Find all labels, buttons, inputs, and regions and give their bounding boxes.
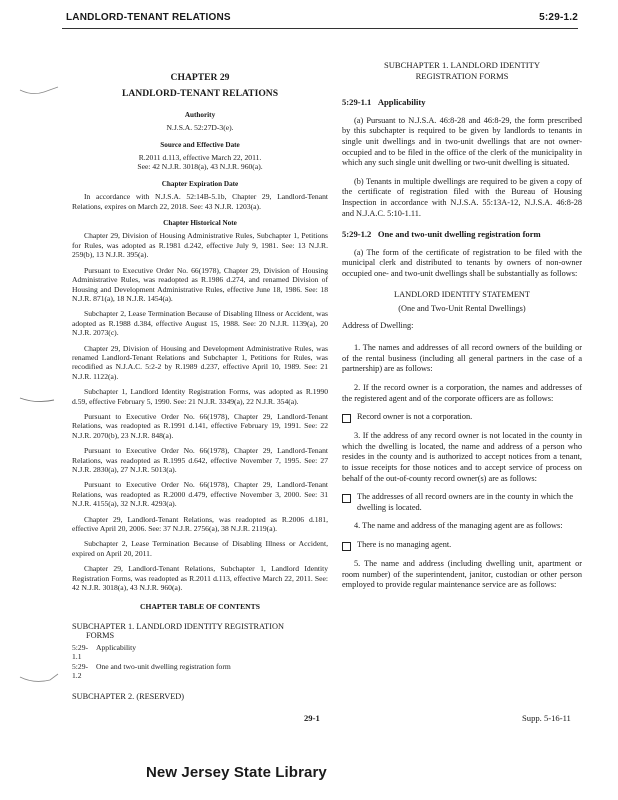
form-item: 1. The names and addresses of all record owners of the building or of the rental business (including all general partners in the case of a partnership) are as follows: — [342, 343, 582, 374]
expiration-heading: Chapter Expiration Date — [161, 179, 239, 188]
supplement-date: Supp. 5-16-11 — [522, 713, 571, 723]
section-heading — [342, 229, 582, 240]
toc-entry-number: 5:29-1.1 — [72, 642, 89, 662]
history-paragraph: Subchapter 2, Lease Termination Because of Disabling Illness or Accident, expired on April 20, 2011. — [72, 539, 328, 558]
source-text: See: 42 N.J.R. 3018(a), 43 N.J.R. 960(a). — [137, 162, 263, 172]
history-paragraph: Chapter 29, Division of Housing Administrative Rules, Subchapter 1, Petitions for Rules, was adopted as R.1981 d.242, effective July 9, 1981. See: 13 N.J.R. 259(b), 13 N.J.R. 395(a). — [72, 231, 328, 260]
toc-subchapter-2: SUBCHAPTER 2. (RESERVED) — [72, 692, 185, 702]
history-paragraph: Subchapter 1, Landlord Identity Registration Forms, was adopted as R.1990 d.59, effective February 5, 1990. See: 21 N.J.R. 3349(a), 22 N.J.R. 354(a). — [72, 387, 328, 406]
toc-entry[interactable] — [72, 643, 328, 662]
checkbox-icon[interactable] — [342, 542, 351, 551]
source-text: R.2011 d.113, effective March 22, 2011. — [138, 153, 262, 163]
address-label: Address of Dwelling: — [342, 320, 414, 330]
chapter-number: CHAPTER 29 — [170, 72, 230, 83]
right-column — [342, 60, 582, 599]
toc-subchapter-1 — [72, 622, 328, 641]
margin-pen-mark — [18, 84, 62, 100]
subchapter-heading-line: REGISTRATION FORMS — [415, 70, 509, 81]
checkbox-row[interactable] — [342, 412, 582, 423]
history-paragraph: Pursuant to Executive Order No. 66(1978), Chapter 29, Landlord-Tenant Relations, was readopted as R.1995 d.642, effective November 7, 1995. See: 27 N.J.R. 2830(a), 27 N.J.R. 5013(a). — [72, 446, 328, 474]
history-paragraph: Pursuant to Executive Order No. 66(1978), Chapter 29, Landlord-Tenant Relations, was readopted as R.2000 d.479, effective November 3, 2000. See: 31 N.J.R. 4155(a), 32 N.J.R. 4293(a). — [72, 480, 328, 509]
toc-subchapter-title: SUBCHAPTER 1. LANDLORD IDENTITY REGISTRATION — [72, 621, 284, 631]
history-paragraph: Subchapter 2, Lease Termination Because of Disabling Illness or Accident, was adopted as R.1988 d.384, effective August 15, 1988. See: 20 N.J.R. 1139(a), 20 N.J.R. 2073(c). — [72, 309, 328, 338]
historical-note-heading: Chapter Historical Note — [163, 219, 237, 228]
toc-entry-title: Applicability — [96, 642, 137, 652]
left-column — [72, 60, 328, 702]
history-paragraph: Chapter 29, Landlord-Tenant Relations, was readopted as R.2006 d.181, effective April 20, 2006. See: 37 N.J.R. 2756(a), 38 N.J.R. 2119(a). — [72, 514, 328, 534]
checkbox-icon[interactable] — [342, 494, 351, 503]
toc-entry-number: 5:29-1.2 — [72, 661, 89, 680]
checkbox-label: There is no managing agent. — [357, 540, 452, 549]
history-paragraph: Chapter 29, Division of Housing and Development Administrative Rules, was renamed Landlord-Tenant Relations and Subchapter 1, Petitions for Rules, was recodified as N.J.A.C. 5:2-2 by R.1989 d.237, effective April 10, 1989. See: 21 N.J.R. 1122(a). — [72, 343, 328, 381]
history-paragraph: Chapter 29, Landlord-Tenant Relations, Subchapter 1, Landlord Identity Registration Forms, was readopted as R.2011 d.113, effective March 22, 2011. See: 42 N.J.R. 3018(a), 43 N.J.R. 960(a). — [72, 564, 328, 593]
expiration-text: In accordance with N.J.S.A. 52:14B-5.1b, Chapter 29, Landlord-Tenant Relations, expires on March 22, 2018. See: 43 N.J.R. 1203(a). — [72, 192, 328, 211]
toc-heading: CHAPTER TABLE OF CONTENTS — [140, 602, 260, 612]
history-paragraph: Pursuant to Executive Order No. 66(1978), Chapter 29, Landlord-Tenant Relations, was readopted as R.1991 d.141, effective February 19, 1991. See: 22 N.J.R. 2070(b), 23 N.J.R. 848(a). — [72, 411, 328, 440]
checkbox-row[interactable] — [342, 540, 582, 551]
section-paragraph: (a) The form of the certificate of registration to be filed with the municipal clerk and distributed to tenants by owners of non-owner occupied one- and two-unit dwellings shall be substantially as follows: — [342, 247, 582, 278]
running-head-title: LANDLORD-TENANT RELATIONS — [66, 12, 231, 23]
margin-pen-mark — [18, 394, 62, 410]
running-head-section: 5:29-1.2 — [539, 12, 578, 23]
section-number: 5:29-1.2 — [342, 229, 372, 240]
section-number: 5:29-1.1 — [342, 97, 372, 108]
section-paragraph: (a) Pursuant to N.J.S.A. 46:8-28 and 46:8-29, the form prescribed by this subchapter is required to be given by landlords to tenants in single unit dwellings and in two-unit dwellings that are not owner-occupied and to be filed in the office of the clerk of the municipality in which any such single unit dwelling or two-unit dwelling is situated. — [342, 115, 582, 168]
section-title: One and two-unit dwelling registration form — [377, 229, 541, 240]
statement-title: LANDLORD IDENTITY STATEMENT — [394, 289, 530, 299]
subchapter-heading-line: SUBCHAPTER 1. LANDLORD IDENTITY — [383, 60, 541, 70]
authority-heading: Authority — [184, 110, 216, 119]
statement-subtitle: (One and Two-Unit Rental Dwellings) — [398, 304, 526, 314]
page-number: 29-1 — [304, 713, 320, 723]
checkbox-row[interactable] — [342, 492, 582, 513]
checkbox-icon[interactable] — [342, 414, 351, 423]
section-title: Applicability — [377, 97, 426, 108]
section-heading — [342, 97, 582, 108]
margin-pen-mark — [18, 672, 62, 688]
library-stamp: New Jersey State Library — [146, 764, 327, 781]
chapter-title: LANDLORD-TENANT RELATIONS — [121, 88, 279, 100]
subchapter-heading — [342, 60, 582, 81]
checkbox-label: Record owner is not a corporation. — [357, 412, 473, 422]
toc-entry[interactable] — [72, 662, 328, 681]
toc-subchapter-title-cont: FORMS — [86, 631, 115, 641]
toc-entry-title: One and two-unit dwelling registration form — [96, 661, 231, 671]
form-item: 3. If the address of any record owner is not located in the county in which the dwelling is located, the name and address of a person who resides in the county and is authorized to accept notices from a tenant, to issue receipts for those notices and to accept service of process on behalf of the out-of-county record owner(s) are as follows: — [342, 431, 582, 483]
authority-text: N.J.S.A. 52:27D-3(e). — [166, 123, 234, 133]
form-item: 5. The name and address (including dwelling unit, apartment or room number) of the superintendent, janitor, custodian or other person employed to provide regular maintenance service are as follows: — [342, 559, 582, 590]
running-head — [66, 12, 578, 26]
history-paragraph: Pursuant to Executive Order No. 66(1978), Chapter 29, Division of Housing Administrative Rules, was readopted as R.1986 d.274, and renamed Division of Housing and Development Administrative Rules, effective June 18, 1986. See: 18 N.J.R. 871(a), 18 N.J.R. 1454(a). — [72, 265, 328, 303]
checkbox-label: The addresses of all record owners are in the county in which the dwelling is located. — [357, 492, 574, 512]
form-item: 4. The name and address of the managing agent are as follows: — [354, 521, 563, 531]
section-paragraph: (b) Tenants in multiple dwellings are required to be given a copy of the certificate of registration filed with the Bureau of Housing Inspection in accordance with N.J.S.A. 55:13A-12, N.J.S.A. 46:8-28 and N.J.A.C. 5:10-1.11. — [342, 176, 582, 218]
header-rule — [62, 28, 578, 29]
form-item: 2. If the record owner is a corporation, the names and addresses of the registered agent and of the corporate officers are as follows: — [342, 383, 582, 403]
source-heading: Source and Effective Date — [160, 140, 240, 149]
